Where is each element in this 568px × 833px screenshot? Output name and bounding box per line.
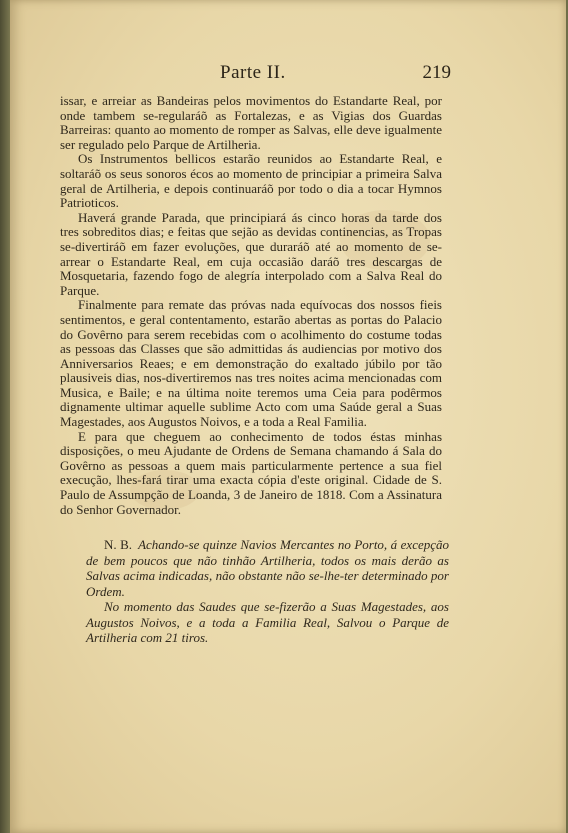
paragraph: issar, e arreiar as Bandeiras pelos movimentos do Estandarte Real, por onde tambem se-regularáõ as Fortalezas, e as Vigias dos Guardas Barreiras: quanto ao momento de romper as Salvas, elle deve igualmente ser regulado pelo Parque de Artilheria. — [60, 93, 442, 152]
paragraph: Haverá grande Parada, que principiará ás cinco horas da tarde dos tres sobreditos dias; e feitas que sejão as devidas continencias, as Tropas se-divertiráõ em fazer evoluções, que duraráõ até ao momento de se-arrear o Estandarte Real, em cuja occasião daráõ tres descargas de Mosquetaria, fazendo fogo de alegría interpolado com a Salva Real do Parque. — [60, 209, 442, 298]
note-paragraph: No momento das Saudes que se-fizerão a Suas Magestades, aos Augustos Noivos, e a toda a Familia Real, Salvou o Parque de Artilheria com 21 tiros. — [86, 599, 449, 645]
page-number: 219 — [422, 62, 451, 83]
main-text — [60, 94, 442, 517]
book-gutter — [0, 0, 10, 833]
paragraph: Os Instrumentos bellicos estarão reunidos ao Estandarte Real, e soltaráõ os seus sonoros écos ao momento de principiar a primeira Salva geral de Artilheria, e depois continuaráõ por todo o dia a tocar Hymnos Patrioticos. — [60, 151, 442, 211]
nota-bene — [86, 537, 449, 646]
note-label: N. B. — [104, 537, 133, 552]
page-header — [10, 62, 566, 90]
note-paragraph — [86, 537, 449, 599]
book-page — [10, 0, 566, 833]
paragraph: E para que cheguem ao conhecimento de todos éstas minhas disposições, o meu Ajudante de Ordens de Semana chamando á Sala do Govêrno as pessoas a quem mais particularmente pertence a sua fiel execução, lhes-fará tirar uma exacta cópia d'este original. Cidade de S. Paulo de Assumpção de Loanda, 3 de Janeiro de 1818. Com a Assinatura do Senhor Governador. — [60, 428, 442, 517]
note-text: Achando-se quinze Navios Mercantes no Porto, á excepção de bem poucos que não tinhão Artilheria, todos os mais derão as Salvas acima indicadas, não obstante não se-lhe-ter determinado por Ordem. — [86, 537, 450, 599]
running-head: Parte II. — [220, 62, 286, 83]
paragraph: Finalmente para remate das próvas nada equívocas dos nossos fieis sentimentos, e geral contentamento, estarão abertas as portas do Palacio do Govêrno para serem recebidas com o acolhimento do costume todas as pessoas das Classes que são admittidas ás audiencias por motivo dos Anniversarios Reaes; e em demonstração do exaltado júbilo por tão plausiveis dias, nos-divertiremos nas tres noites acima mencionadas com Musica, e Baile; e na última noite teremos uma Ceia para podêrmos dignamente ultimar aquelle sublime Acto com uma Saúde geral a Suas Magestades, aos Augustos Noivos, e a toda a Real Familia. — [60, 297, 442, 430]
